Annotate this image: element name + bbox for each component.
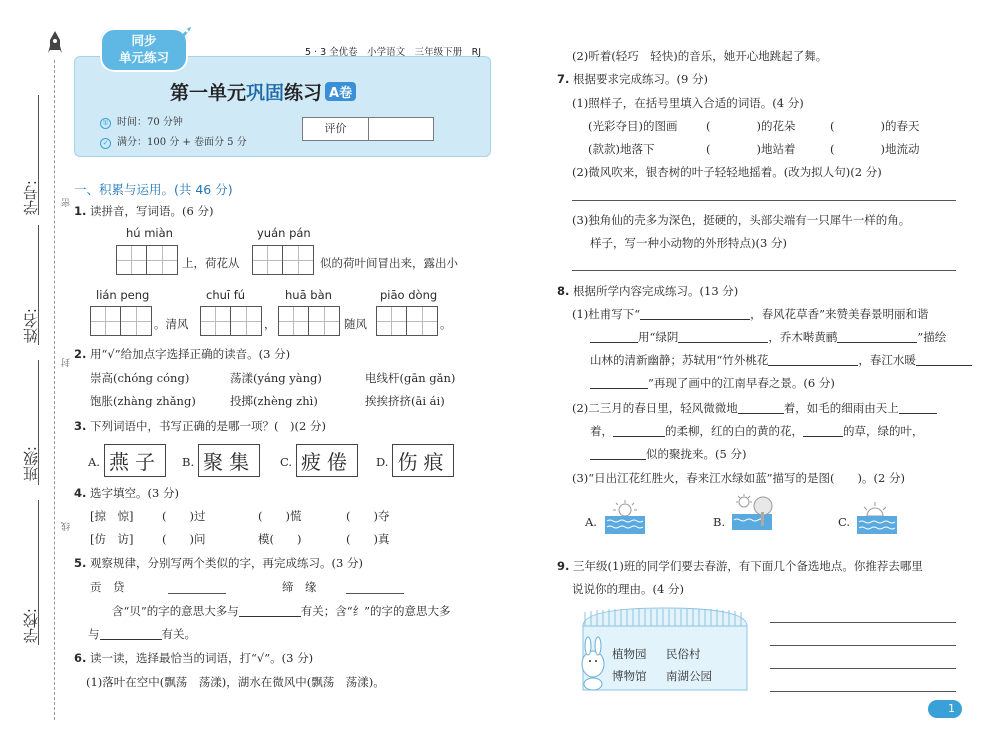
answer-blank xyxy=(738,413,784,414)
destination-option[interactable]: 南湖公园 xyxy=(666,669,712,683)
answer-line[interactable] xyxy=(572,200,956,201)
q3-option-d[interactable]: D. 伤痕 xyxy=(376,444,454,477)
question-7: 7. 根据要求完成练习。(9 分) xyxy=(557,72,708,86)
answer-blank xyxy=(613,436,665,437)
answer-line[interactable] xyxy=(770,645,956,646)
q2-option[interactable]: 荡漾(yáng yàng) xyxy=(230,371,322,385)
page-title: 第一单元巩固练习 A卷 xyxy=(170,78,356,105)
class-line[interactable] xyxy=(38,360,39,485)
answer-blank xyxy=(640,319,750,320)
time-info: ① 时间：70 分钟 xyxy=(100,113,183,129)
pinyin: lián peng xyxy=(96,288,150,302)
binding-dashed-line xyxy=(54,60,55,720)
answer-line[interactable] xyxy=(572,270,956,271)
scene-b-tree-sun-image[interactable] xyxy=(730,494,774,532)
pinyin: piāo dòng xyxy=(380,288,438,302)
scene-c-label[interactable]: C. xyxy=(838,515,851,529)
q8-line: 山林的清新幽静；苏轼用“竹外桃花 ，春江水暖 xyxy=(590,352,972,368)
writing-grid[interactable] xyxy=(252,245,314,275)
answer-blank xyxy=(239,616,301,617)
scene-a-label[interactable]: A. xyxy=(585,515,597,529)
title-badge: A卷 xyxy=(325,82,356,101)
q7-item[interactable]: ( )的花朵 xyxy=(706,119,796,133)
page-number: 1 xyxy=(928,700,962,718)
destination-option[interactable]: 民俗村 xyxy=(666,647,701,661)
q7-item[interactable]: ( )地流动 xyxy=(830,142,920,156)
writing-grid[interactable] xyxy=(278,306,340,336)
name-line[interactable] xyxy=(38,225,39,345)
q1-text: 随风 xyxy=(344,317,367,331)
rocket-icon xyxy=(48,30,62,58)
q4-choice: [掠 惊] xyxy=(90,509,134,523)
clock-icon: ① xyxy=(100,118,111,129)
answer-blank xyxy=(100,639,162,640)
q3-option-b[interactable]: B. 聚集 xyxy=(182,444,260,477)
question-9: 9. 三年级(1)班的同学们要去春游，有下面几个备选地点。你推荐去哪里 xyxy=(557,559,923,573)
q6-sentence[interactable]: (1)落叶在空中(飘荡 荡漾)，湖水在微风中(飘荡 荡漾)。 xyxy=(86,675,385,689)
q4-blank[interactable]: ( )真 xyxy=(346,532,390,546)
writing-grid[interactable] xyxy=(90,306,152,336)
question-4: 4. 选字填空。(3 分) xyxy=(74,486,179,500)
question-2: 2. 用“√”给加点字选择正确的读音。(3 分) xyxy=(74,347,291,361)
cut-mark: 线 xyxy=(62,522,72,531)
q3-option-c[interactable]: C. 疲倦 xyxy=(280,444,358,477)
check-icon: ✓ xyxy=(100,138,111,149)
student-id-line[interactable] xyxy=(38,95,39,215)
answer-line[interactable] xyxy=(346,593,404,594)
question-1: 1. 读拼音，写词语。(6 分) xyxy=(74,204,214,218)
q5-text: 与 有关。 xyxy=(88,627,196,641)
q2-option[interactable]: 崇高(chóng cóng) xyxy=(90,371,190,385)
q7-item[interactable]: ( )地站着 xyxy=(706,142,796,156)
q5-text: 含“贝”的字的意思大多与 有关；含“纟”的字的意思大多 xyxy=(112,604,451,618)
rocket-deco-icon xyxy=(172,24,194,46)
question-6: 6. 读一读，选择最恰当的词语，打“√”。(3 分) xyxy=(74,651,314,665)
q7-item: (款款)地落下 xyxy=(588,142,655,156)
q2-option[interactable]: 饱胀(zhàng zhǎng) xyxy=(90,394,196,408)
answer-blank xyxy=(916,365,972,366)
q4-blank[interactable]: ( )过 xyxy=(162,509,206,523)
q8-line: (1)杜甫写下“ ，春风花草香”来赞美春景明丽和谐 xyxy=(572,307,929,321)
q4-blank[interactable]: ( )慌 xyxy=(258,509,302,523)
q1-text: 上，荷花从 xyxy=(182,256,240,270)
answer-blank xyxy=(768,365,858,366)
q1-text: 似的荷叶间冒出来，露出小 xyxy=(320,256,458,270)
q5-words: 贡 贷 xyxy=(90,580,125,594)
school-line[interactable] xyxy=(38,500,39,645)
class-label: 班级: xyxy=(22,446,40,482)
pinyin: hú miàn xyxy=(126,226,173,240)
q4-choice: [仿 访] xyxy=(90,532,134,546)
q8-line: (2)二三月的春日里，轻风微微地 着，如毛的细雨由天上 xyxy=(572,400,937,416)
writing-grid[interactable] xyxy=(200,306,262,336)
q7-sub: (3)独角仙的壳多为深色，挺硬的，头部尖端有一只犀牛一样的角。 xyxy=(572,213,911,227)
answer-blank xyxy=(803,436,843,437)
destination-option[interactable]: 植物园 xyxy=(612,647,647,661)
q4-blank[interactable]: 模( ) xyxy=(258,532,302,546)
q8-line: 用“绿阴 ，乔木啭黄鹂 ”描绘 xyxy=(590,329,946,345)
q1-text: ， xyxy=(264,317,276,331)
answer-blank xyxy=(837,342,917,343)
evaluation-label: 评价 xyxy=(303,118,369,140)
writing-grid[interactable] xyxy=(116,245,178,275)
pinyin: huā bàn xyxy=(285,288,332,302)
cut-mark: 封 xyxy=(62,358,72,367)
question-3: 3. 下列词语中，书写正确的是哪一项？( )(2 分) xyxy=(74,419,326,433)
pinyin: chuī fú xyxy=(206,288,246,302)
q9-text: 说说你的理由。(4 分) xyxy=(572,582,684,596)
destination-option[interactable]: 博物馆 xyxy=(612,669,647,683)
q8-line: 着， 的柔柳，红的白的黄的花， 的草，绿的叶， xyxy=(590,424,924,438)
q8-line: (3)“日出江花红胜火，春来江水绿如蓝”描写的是图( )。(2 分) xyxy=(572,471,905,485)
q7-sub: (1)照样子，在括号里填入合适的词语。(4 分) xyxy=(572,96,804,110)
scene-b-label[interactable]: B. xyxy=(713,515,726,529)
q7-item[interactable]: ( )的春天 xyxy=(830,119,920,133)
q6-sentence[interactable]: (2)听着(轻巧 轻快)的音乐，她开心地跳起了舞。 xyxy=(572,49,828,63)
answer-line[interactable] xyxy=(770,668,956,669)
answer-line[interactable] xyxy=(770,622,956,623)
score-info: ✓ 满分：100 分 + 卷面分 5 分 xyxy=(100,133,247,149)
q1-text: 。 xyxy=(440,317,452,331)
q2-option[interactable]: 挨挨挤挤(āi ái) xyxy=(365,394,445,408)
cut-mark: 密 xyxy=(62,198,72,207)
pinyin: yuán pán xyxy=(257,226,311,240)
q7-sub: (2)微风吹来，银杏树的叶子轻轻地摇着。(改为拟人句)(2 分) xyxy=(572,165,882,179)
school-label: 学校: xyxy=(22,608,40,644)
question-5: 5. 观察规律，分别写两个类似的字，再完成练习。(3 分) xyxy=(74,556,363,570)
q5-words: 缔 缘 xyxy=(282,580,317,594)
q1-text: 。清风 xyxy=(154,317,189,331)
q2-option[interactable]: 电线杆(gān gǎn) xyxy=(365,371,456,385)
unit-badge: 同步 单元练习 xyxy=(100,28,188,72)
answer-line[interactable] xyxy=(168,593,226,594)
q8-line: ”再现了画中的江南早春之景。(6 分) xyxy=(590,375,835,391)
answer-blank xyxy=(678,342,768,343)
student-id-label: 学号: xyxy=(22,180,40,216)
answer-blank xyxy=(899,413,937,414)
scene-c-sunset-river-image[interactable] xyxy=(855,498,899,536)
answer-line[interactable] xyxy=(770,691,956,692)
q4-blank[interactable]: ( )夺 xyxy=(346,509,390,523)
q2-option[interactable]: 投掷(zhèng zhì) xyxy=(230,394,318,408)
q4-blank[interactable]: ( )问 xyxy=(162,532,206,546)
q7-sub: 样子，写一种小动物的外形特点)(3 分) xyxy=(590,236,787,250)
answer-blank xyxy=(590,342,638,343)
scene-a-river-sunrise-image[interactable] xyxy=(603,498,647,536)
answer-blank xyxy=(590,388,648,389)
question-8: 8. 根据所学内容完成练习。(13 分) xyxy=(557,284,739,298)
evaluation-box[interactable] xyxy=(302,117,434,141)
writing-grid[interactable] xyxy=(376,306,438,336)
answer-blank xyxy=(590,459,646,460)
q7-item: (光彩夺目)的图画 xyxy=(588,119,678,133)
q3-option-a[interactable]: A. 燕子 xyxy=(88,444,166,477)
book-meta: 5 · 3 全优卷 小学语文 三年级下册 RJ xyxy=(305,47,482,58)
q8-line: 似的聚拢来。(5 分) xyxy=(590,446,746,462)
section-title: 一、积累与运用。(共 46 分) xyxy=(74,182,233,197)
name-label: 姓名: xyxy=(22,308,40,344)
